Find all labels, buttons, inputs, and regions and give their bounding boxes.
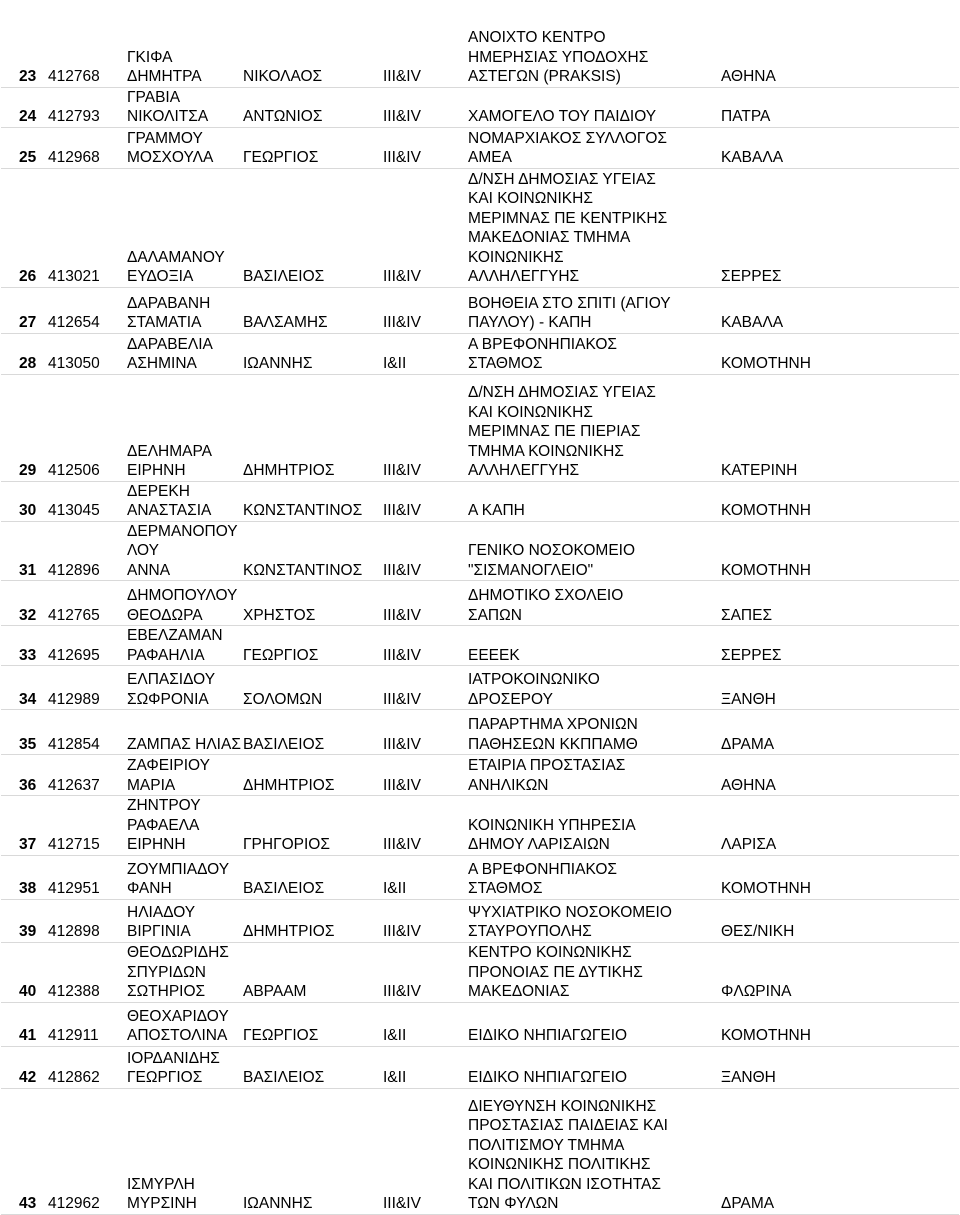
placement-organization: ΚΟΙΝΩΝΙΚΗ ΥΠΗΡΕΣΙΑ ΔΗΜΟΥ ΛΑΡΙΣΑΙΩΝ bbox=[466, 796, 719, 856]
placement-city: ΠΑΤΡΑ bbox=[719, 87, 959, 127]
table-row bbox=[1, 855, 959, 899]
student-name: ΖΗΝΤΡΟΥ ΡΑΦΑΕΛΑ ΕΙΡΗΝΗ bbox=[125, 796, 241, 856]
table-row bbox=[1, 942, 959, 1002]
student-code: 412388 bbox=[46, 942, 125, 1002]
row-number: 33 bbox=[1, 626, 46, 666]
placement-city: ΚΟΜΟΤΗΝΗ bbox=[719, 855, 959, 899]
class-level: III&IV bbox=[381, 127, 466, 168]
father-name: ΒΑΣΙΛΕΙΟΣ bbox=[241, 710, 381, 755]
table-body bbox=[1, 0, 959, 1214]
student-name: ΘΕΟΧΑΡΙΔΟΥ ΑΠΟΣΤΟΛΙΝΑ bbox=[125, 1002, 241, 1046]
table-row bbox=[1, 755, 959, 796]
row-number: 26 bbox=[1, 168, 46, 287]
placement-city: ΣΕΡΡΕΣ bbox=[719, 626, 959, 666]
student-code: 413050 bbox=[46, 333, 125, 374]
placement-organization: Α ΒΡΕΦΟΝΗΠΙΑΚΟΣ ΣΤΑΘΜΟΣ bbox=[466, 855, 719, 899]
row-number: 36 bbox=[1, 755, 46, 796]
placement-organization: ΑΝΟΙΧΤΟ ΚΕΝΤΡΟ ΗΜΕΡΗΣΙΑΣ ΥΠΟΔΟΧΗΣ ΑΣΤΕΓΩΝ (PRAKSIS) bbox=[466, 0, 719, 87]
row-number: 35 bbox=[1, 710, 46, 755]
class-level: I&II bbox=[381, 333, 466, 374]
class-level: III&IV bbox=[381, 168, 466, 287]
placement-organization: ΧΑΜΟΓΕΛΟ ΤΟΥ ΠΑΙΔΙΟΥ bbox=[466, 87, 719, 127]
student-code: 412951 bbox=[46, 855, 125, 899]
student-code: 412768 bbox=[46, 0, 125, 87]
student-name: ΔΕΡΕΚΗ ΑΝΑΣΤΑΣΙΑ bbox=[125, 481, 241, 521]
student-code: 412911 bbox=[46, 1002, 125, 1046]
class-level: I&II bbox=[381, 855, 466, 899]
row-number: 32 bbox=[1, 581, 46, 626]
student-code: 412968 bbox=[46, 127, 125, 168]
father-name: ΓΕΩΡΓΙΟΣ bbox=[241, 626, 381, 666]
student-name: ΕΛΠΑΣΙΔΟΥ ΣΩΦΡΟΝΙΑ bbox=[125, 666, 241, 710]
placement-organization: ΔΗΜΟΤΙΚΟ ΣΧΟΛΕΙΟ ΣΑΠΩΝ bbox=[466, 581, 719, 626]
table-row bbox=[1, 899, 959, 942]
student-code: 412765 bbox=[46, 581, 125, 626]
placement-organization: ΙΑΤΡΟΚΟΙΝΩΝΙΚΟ ΔΡΟΣΕΡΟΥ bbox=[466, 666, 719, 710]
student-name: ΖΑΜΠΑΣ ΗΛΙΑΣ bbox=[125, 710, 241, 755]
father-name: ΚΩΝΣΤΑΝΤΙΝΟΣ bbox=[241, 481, 381, 521]
placement-organization: Α ΚΑΠΗ bbox=[466, 481, 719, 521]
father-name: ΒΑΣΙΛΕΙΟΣ bbox=[241, 1046, 381, 1088]
father-name: ΚΩΝΣΤΑΝΤΙΝΟΣ bbox=[241, 521, 381, 581]
class-level: III&IV bbox=[381, 87, 466, 127]
placement-city: ΘΕΣ/ΝΙΚΗ bbox=[719, 899, 959, 942]
row-number: 34 bbox=[1, 666, 46, 710]
student-code: 413021 bbox=[46, 168, 125, 287]
table-row bbox=[1, 521, 959, 581]
placement-organization: ΒΟΗΘΕΙΑ ΣΤΟ ΣΠΙΤΙ (ΑΓΙΟΥ ΠΑΥΛΟΥ) - ΚΑΠΗ bbox=[466, 287, 719, 333]
placement-organization: Δ/ΝΣΗ ΔΗΜΟΣΙΑΣ ΥΓΕΙΑΣ ΚΑΙ ΚΟΙΝΩΝΙΚΗΣ ΜΕΡΙΜΝΑΣ ΠΕ ΚΕΝΤΡΙΚΗΣ ΜΑΚΕΔΟΝΙΑΣ ΤΜΗΜΑ ΚΟΙΝΩΝΙΚΗΣ ΑΛΛΗΛΕΓΓΥΗΣ bbox=[466, 168, 719, 287]
placement-organization: Α ΒΡΕΦΟΝΗΠΙΑΚΟΣ ΣΤΑΘΜΟΣ bbox=[466, 333, 719, 374]
placement-city: ΚΟΜΟΤΗΝΗ bbox=[719, 333, 959, 374]
table-row bbox=[1, 710, 959, 755]
placement-city: ΣΕΡΡΕΣ bbox=[719, 168, 959, 287]
class-level: III&IV bbox=[381, 710, 466, 755]
row-number: 25 bbox=[1, 127, 46, 168]
row-number: 40 bbox=[1, 942, 46, 1002]
placement-city: ΛΑΡΙΣΑ bbox=[719, 796, 959, 856]
placement-city: ΚΟΜΟΤΗΝΗ bbox=[719, 1002, 959, 1046]
class-level: III&IV bbox=[381, 755, 466, 796]
father-name: ΔΗΜΗΤΡΙΟΣ bbox=[241, 755, 381, 796]
table-row bbox=[1, 796, 959, 856]
student-name: ΔΕΡΜΑΝΟΠΟΥΛΟΥ ΑΝΝΑ bbox=[125, 521, 241, 581]
student-name: ΙΣΜΥΡΛΗ ΜΥΡΣΙΝΗ bbox=[125, 1088, 241, 1214]
father-name: ΙΩΑΝΝΗΣ bbox=[241, 333, 381, 374]
row-number: 23 bbox=[1, 0, 46, 87]
student-name: ΔΑΛΑΜΑΝΟΥ ΕΥΔΟΞΙΑ bbox=[125, 168, 241, 287]
class-level: I&II bbox=[381, 1046, 466, 1088]
father-name: ΓΕΩΡΓΙΟΣ bbox=[241, 1002, 381, 1046]
table-row bbox=[1, 626, 959, 666]
table-row bbox=[1, 168, 959, 287]
class-level: III&IV bbox=[381, 1088, 466, 1214]
placements-table bbox=[1, 0, 959, 1215]
placement-city: ΚΑΤΕΡΙΝΗ bbox=[719, 374, 959, 481]
father-name: ΔΗΜΗΤΡΙΟΣ bbox=[241, 899, 381, 942]
father-name: ΓΕΩΡΓΙΟΣ bbox=[241, 127, 381, 168]
placement-city: ΚΟΜΟΤΗΝΗ bbox=[719, 521, 959, 581]
row-number: 29 bbox=[1, 374, 46, 481]
father-name: ΑΒΡΑΑΜ bbox=[241, 942, 381, 1002]
placement-organization: ΨΥΧΙΑΤΡΙΚΟ ΝΟΣΟΚΟΜΕΙΟ ΣΤΑΥΡΟΥΠΟΛΗΣ bbox=[466, 899, 719, 942]
row-number: 27 bbox=[1, 287, 46, 333]
row-number: 41 bbox=[1, 1002, 46, 1046]
row-number: 30 bbox=[1, 481, 46, 521]
table-row bbox=[1, 666, 959, 710]
placement-organization: ΠΑΡΑΡΤΗΜΑ ΧΡΟΝΙΩΝ ΠΑΘΗΣΕΩΝ ΚΚΠΠΑΜΘ bbox=[466, 710, 719, 755]
placement-organization: ΕΤΑΙΡΙΑ ΠΡΟΣΤΑΣΙΑΣ ΑΝΗΛΙΚΩΝ bbox=[466, 755, 719, 796]
table-row bbox=[1, 1046, 959, 1088]
placement-city: ΦΛΩΡΙΝΑ bbox=[719, 942, 959, 1002]
placement-organization: Δ/ΝΣΗ ΔΗΜΟΣΙΑΣ ΥΓΕΙΑΣ ΚΑΙ ΚΟΙΝΩΝΙΚΗΣ ΜΕΡΙΜΝΑΣ ΠΕ ΠΙΕΡΙΑΣ ΤΜΗΜΑ ΚΟΙΝΩΝΙΚΗΣ ΑΛΛΗΛΕΓΓΥΗΣ bbox=[466, 374, 719, 481]
row-number: 24 bbox=[1, 87, 46, 127]
placement-city: ΑΘΗΝΑ bbox=[719, 0, 959, 87]
placement-city: ΚΟΜΟΤΗΝΗ bbox=[719, 481, 959, 521]
placement-city: ΚΑΒΑΛΑ bbox=[719, 287, 959, 333]
class-level: III&IV bbox=[381, 666, 466, 710]
table-row bbox=[1, 127, 959, 168]
student-name: ΔΑΡΑΒΕΛΙΑ ΑΣΗΜΙΝΑ bbox=[125, 333, 241, 374]
student-name: ΔΕΛΗΜΑΡΑ ΕΙΡΗΝΗ bbox=[125, 374, 241, 481]
placement-city: ΔΡΑΜΑ bbox=[719, 1088, 959, 1214]
row-number: 39 bbox=[1, 899, 46, 942]
student-code: 412962 bbox=[46, 1088, 125, 1214]
table-row bbox=[1, 0, 959, 87]
father-name: ΒΑΛΣΑΜΗΣ bbox=[241, 287, 381, 333]
father-name: ΧΡΗΣΤΟΣ bbox=[241, 581, 381, 626]
placement-city: ΚΑΒΑΛΑ bbox=[719, 127, 959, 168]
student-name: ΓΚΙΦΑ ΔΗΜΗΤΡΑ bbox=[125, 0, 241, 87]
placement-organization: ΚΕΝΤΡΟ ΚΟΙΝΩΝΙΚΗΣ ΠΡΟΝΟΙΑΣ ΠΕ ΔΥΤΙΚΗΣ ΜΑΚΕΔΟΝΙΑΣ bbox=[466, 942, 719, 1002]
student-name: ΕΒΕΛΖΑΜΑΝ ΡΑΦΑΗΛΙΑ bbox=[125, 626, 241, 666]
table-row bbox=[1, 333, 959, 374]
table-row bbox=[1, 1002, 959, 1046]
placement-city: ΔΡΑΜΑ bbox=[719, 710, 959, 755]
father-name: ΙΩΑΝΝΗΣ bbox=[241, 1088, 381, 1214]
student-code: 412637 bbox=[46, 755, 125, 796]
father-name: ΒΑΣΙΛΕΙΟΣ bbox=[241, 855, 381, 899]
placement-city: ΑΘΗΝΑ bbox=[719, 755, 959, 796]
class-level: I&II bbox=[381, 1002, 466, 1046]
row-number: 31 bbox=[1, 521, 46, 581]
father-name: ΑΝΤΩΝΙΟΣ bbox=[241, 87, 381, 127]
student-code: 412862 bbox=[46, 1046, 125, 1088]
student-name: ΔΑΡΑΒΑΝΗ ΣΤΑΜΑΤΙΑ bbox=[125, 287, 241, 333]
placement-organization: ΕΕΕΕΚ bbox=[466, 626, 719, 666]
student-name: ΔΗΜΟΠΟΥΛΟΥ ΘΕΟΔΩΡΑ bbox=[125, 581, 241, 626]
table-row bbox=[1, 287, 959, 333]
student-name: ΙΟΡΔΑΝΙΔΗΣ ΓΕΩΡΓΙΟΣ bbox=[125, 1046, 241, 1088]
student-code: 413045 bbox=[46, 481, 125, 521]
father-name: ΒΑΣΙΛΕΙΟΣ bbox=[241, 168, 381, 287]
class-level: III&IV bbox=[381, 374, 466, 481]
student-name: ΖΑΦΕΙΡΙΟΥ ΜΑΡΙΑ bbox=[125, 755, 241, 796]
student-code: 412896 bbox=[46, 521, 125, 581]
father-name: ΣΟΛΟΜΩΝ bbox=[241, 666, 381, 710]
placement-organization: ΕΙΔΙΚΟ ΝΗΠΙΑΓΩΓΕΙΟ bbox=[466, 1002, 719, 1046]
class-level: III&IV bbox=[381, 796, 466, 856]
student-code: 412715 bbox=[46, 796, 125, 856]
student-name: ΗΛΙΑΔΟΥ ΒΙΡΓΙΝΙΑ bbox=[125, 899, 241, 942]
placement-city: ΣΑΠΕΣ bbox=[719, 581, 959, 626]
row-number: 42 bbox=[1, 1046, 46, 1088]
placement-organization: ΔΙΕΥΘΥΝΣΗ ΚΟΙΝΩΝΙΚΗΣ ΠΡΟΣΤΑΣΙΑΣ ΠΑΙΔΕΙΑΣ ΚΑΙ ΠΟΛΙΤΙΣΜΟΥ ΤΜΗΜΑ ΚΟΙΝΩΝΙΚΗΣ ΠΟΛΙΤΙΚΗΣ ΚΑΙ ΠΟΛΙΤΙΚΩΝ ΙΣΟΤΗΤΑΣ ΤΩΝ ΦΥΛΩΝ bbox=[466, 1088, 719, 1214]
student-code: 412854 bbox=[46, 710, 125, 755]
student-code: 412506 bbox=[46, 374, 125, 481]
placement-organization: ΕΙΔΙΚΟ ΝΗΠΙΑΓΩΓΕΙΟ bbox=[466, 1046, 719, 1088]
placement-organization: ΓΕΝΙΚΟ ΝΟΣΟΚΟΜΕΙΟ "ΣΙΣΜΑΝΟΓΛΕΙΟ" bbox=[466, 521, 719, 581]
father-name: ΔΗΜΗΤΡΙΟΣ bbox=[241, 374, 381, 481]
student-code: 412695 bbox=[46, 626, 125, 666]
student-name: ΘΕΟΔΩΡΙΔΗΣ ΣΠΥΡΙΔΩΝ ΣΩΤΗΡΙΟΣ bbox=[125, 942, 241, 1002]
row-number: 38 bbox=[1, 855, 46, 899]
student-code: 412654 bbox=[46, 287, 125, 333]
table-row bbox=[1, 87, 959, 127]
class-level: III&IV bbox=[381, 287, 466, 333]
class-level: III&IV bbox=[381, 626, 466, 666]
row-number: 28 bbox=[1, 333, 46, 374]
father-name: ΓΡΗΓΟΡΙΟΣ bbox=[241, 796, 381, 856]
table-row bbox=[1, 374, 959, 481]
father-name: ΝΙΚΟΛΑΟΣ bbox=[241, 0, 381, 87]
placement-city: ΞΑΝΘΗ bbox=[719, 666, 959, 710]
row-number: 37 bbox=[1, 796, 46, 856]
table-row bbox=[1, 581, 959, 626]
placement-organization: ΝΟΜΑΡΧΙΑΚΟΣ ΣΥΛΛΟΓΟΣ ΑΜΕΑ bbox=[466, 127, 719, 168]
class-level: III&IV bbox=[381, 0, 466, 87]
student-code: 412898 bbox=[46, 899, 125, 942]
student-name: ΖΟΥΜΠΙΑΔΟΥ ΦΑΝΗ bbox=[125, 855, 241, 899]
class-level: III&IV bbox=[381, 481, 466, 521]
class-level: III&IV bbox=[381, 942, 466, 1002]
student-name: ΓΡΑΒΙΑ ΝΙΚΟΛΙΤΣΑ bbox=[125, 87, 241, 127]
class-level: III&IV bbox=[381, 581, 466, 626]
student-code: 412989 bbox=[46, 666, 125, 710]
student-code: 412793 bbox=[46, 87, 125, 127]
table-row bbox=[1, 1088, 959, 1214]
table-row bbox=[1, 481, 959, 521]
placement-city: ΞΑΝΘΗ bbox=[719, 1046, 959, 1088]
row-number: 43 bbox=[1, 1088, 46, 1214]
class-level: III&IV bbox=[381, 899, 466, 942]
student-name: ΓΡΑΜΜΟΥ ΜΟΣΧΟΥΛΑ bbox=[125, 127, 241, 168]
class-level: III&IV bbox=[381, 521, 466, 581]
